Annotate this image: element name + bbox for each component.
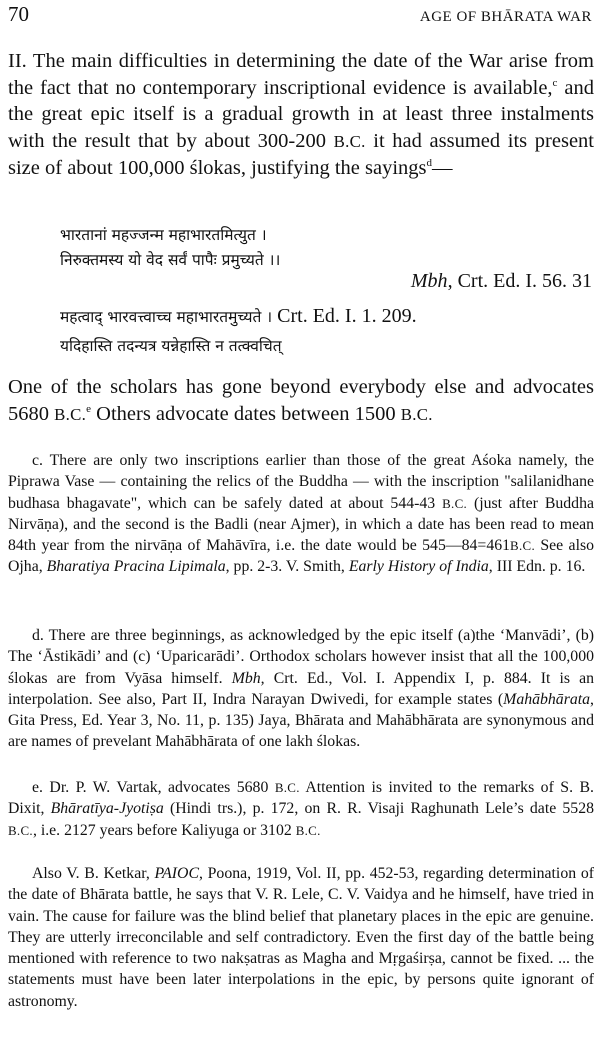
- citation-crt-ed: Crt. Ed. I. 1. 209.: [272, 305, 417, 327]
- footnote-ref-c: c: [552, 76, 558, 89]
- footnote-d: d. There are three beginnings, as acknowledged by the epic itself (a)the ‘Manvādi’, (b) The ‘Āstikādi’ and (c) ‘Uparicarādi’. Orthodox scholars however insist that all the 100,000 ślokas are from Vyāsa himself. Mbh, Crt. Ed., Vol. I. Appendix I, p. 884. It is an interpolation. See also, Part II, Indra Narayan Dwivedi, for example states (Mahābhārata, Gita Press, Ed. Year 3, No. 11, p. 135) Jaya, Bhārata and Mahābhārata are synonymous and are names of prevelant Mahābhārata of one lakh ślokas.: [8, 627, 594, 751]
- running-head: AGE OF BHĀRATA WAR: [419, 9, 592, 25]
- citation-mbh: Mbh, Crt. Ed. I. 56. 31: [410, 270, 592, 292]
- footnote-e: e. Dr. P. W. Vartak, advocates 5680 B.C. Attention is invited to the remarks of S. B. Dixit, Bhāratīya-Jyotiṣa (Hindi trs.), p. 172, on R. R. Visaji Raghunath Lele’s date 5528 B.C., i.e. 2127 years before Kaliyuga or 3102 B.C.: [8, 779, 595, 839]
- sanskrit-verse-1-line-1: भारतानां महज्जन्म महाभारतमित्युत ।: [60, 226, 267, 244]
- sanskrit-verse-2-line-2: यदिहास्ति तदन्यत्र यन्नेहास्ति न तत्क्वचित्: [60, 337, 282, 355]
- footnote-c: c. There are only two inscriptions earlier than those of the great Aśoka namely, the Piprawa Vase — containing the relics of the Buddha — with the inscription "salilanidhane budhasa bhagavate", which can be safely dated at about 544-43 B.C. (just after Buddha Nirvāṇa), and the second is the Badli (near Ajmer), in which a date has been read to mean 84th year from the nirvāṇa of Mahāvīra, i.e. the date would be 545—84=461B.C. See also Ojha, Bharatiya Pracina Lipimala, pp. 2-3. V. Smith, Early History of India, III Edn. p. 16.: [8, 452, 594, 576]
- sanskrit-verse-2-line-1: महत्वाद् भारवत्त्वाच्च महाभारतमुच्यते । Crt. Ed. I. 1. 209.: [60, 305, 417, 327]
- paragraph-scholars: One of the scholars has gone beyond everybody else and advocates 5680 B.C.$^e$ Others advocate dates between 1500 B.C.: [8, 376, 594, 425]
- footnote-e-continued: Also V. B. Ketkar, PAIOC, Poona, 1919, Vol. II, pp. 452-53, regarding determination of the date of Bhārata battle, he says that V. R. Lele, C. V. Vaidya and he himself, have tried in vain. The cause for failure was the blind belief that planetary places in the epic are genuine. They are utterly irreconcilable and self contradictory. Even the first day of the battle being mentioned with reference to two nakṣatras as Magha and Mṛgaśirṣa, cannot be fixed. ... the statements must have been later interpolations in the epic, by persons quite ignorant of astronomy.: [8, 865, 594, 1010]
- paragraph-ii: II. The main difficulties in determining the date of the War arise from the fact that no contemporary inscriptional evidence is available,$^c$ and the great epic itself is a gradual growth in at least three instalments with the result that by about 300-200 B.C. it had assumed its present size of about 100,000 ślokas, justifying the sayings$^d$—: [8, 50, 594, 179]
- sanskrit-verse-1-line-2: निरुक्तमस्य यो वेद सर्वं पापैः प्रमुच्यते ।।: [60, 251, 281, 269]
- footnote-ref-d: d: [426, 157, 432, 170]
- page-header: [8, 2, 592, 28]
- footnote-ref-e: e: [86, 402, 92, 415]
- page-number: 70: [8, 2, 29, 26]
